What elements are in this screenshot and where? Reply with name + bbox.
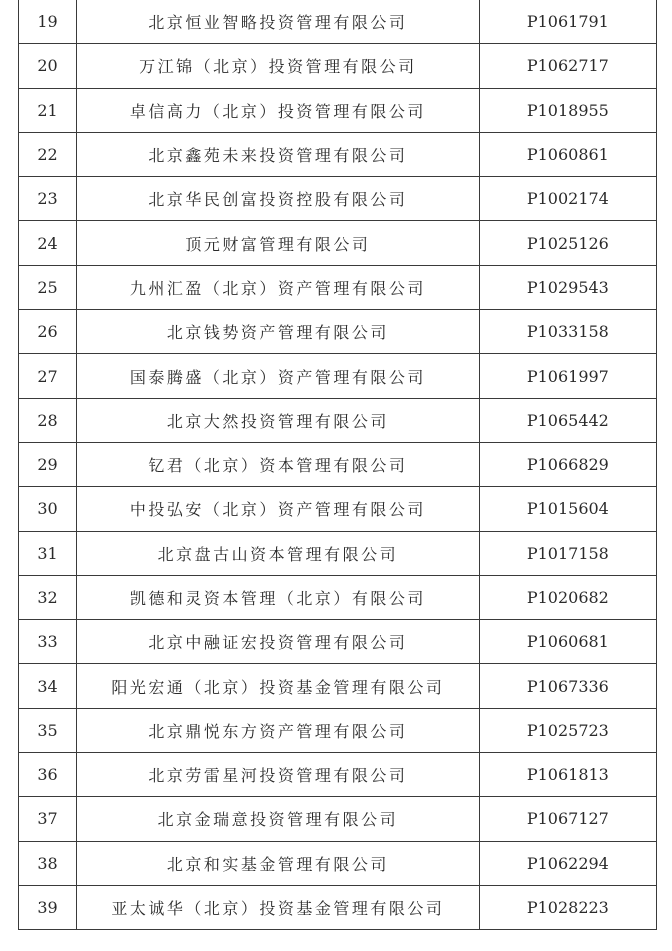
- row-number-cell: 38: [19, 841, 77, 885]
- row-number-cell: 32: [19, 575, 77, 619]
- row-number-cell: 30: [19, 487, 77, 531]
- registration-code-cell: P1060681: [479, 620, 656, 664]
- company-name-cell: 国泰腾盛（北京）资产管理有限公司: [77, 354, 480, 398]
- company-name-cell: 北京和实基金管理有限公司: [77, 841, 480, 885]
- table-row: [19, 0, 657, 44]
- registration-code-cell: P1020682: [479, 575, 656, 619]
- table-row: [19, 221, 657, 265]
- registration-code-cell: P1061813: [479, 753, 656, 797]
- registration-code-cell: P1065442: [479, 398, 656, 442]
- row-number-cell: 25: [19, 265, 77, 309]
- company-name-cell: 北京大然投资管理有限公司: [77, 398, 480, 442]
- table-row: [19, 885, 657, 929]
- company-name-cell: 钇君（北京）资本管理有限公司: [77, 442, 480, 486]
- company-name-cell: 凯德和灵资本管理（北京）有限公司: [77, 575, 480, 619]
- company-name-cell: 北京鑫苑未来投资管理有限公司: [77, 132, 480, 176]
- table-row: [19, 664, 657, 708]
- company-name-cell: 北京鼎悦东方资产管理有限公司: [77, 708, 480, 752]
- company-name-cell: 中投弘安（北京）资产管理有限公司: [77, 487, 480, 531]
- row-number-cell: 20: [19, 44, 77, 88]
- row-number-cell: 35: [19, 708, 77, 752]
- row-number-cell: 31: [19, 531, 77, 575]
- registration-code-cell: P1067336: [479, 664, 656, 708]
- registration-code-cell: P1017158: [479, 531, 656, 575]
- company-name-cell: 亚太诚华（北京）投资基金管理有限公司: [77, 885, 480, 929]
- registry-table: [18, 0, 657, 930]
- registration-code-cell: P1029543: [479, 265, 656, 309]
- table-row: [19, 132, 657, 176]
- registration-code-cell: P1015604: [479, 487, 656, 531]
- row-number-cell: 34: [19, 664, 77, 708]
- row-number-cell: 29: [19, 442, 77, 486]
- company-name-cell: 北京钱势资产管理有限公司: [77, 310, 480, 354]
- registration-code-cell: P1061791: [479, 0, 656, 44]
- table-body: [19, 0, 657, 930]
- table-row: [19, 620, 657, 664]
- row-number-cell: 28: [19, 398, 77, 442]
- table-row: [19, 531, 657, 575]
- company-name-cell: 九州汇盈（北京）资产管理有限公司: [77, 265, 480, 309]
- table-row: [19, 753, 657, 797]
- row-number-cell: 23: [19, 177, 77, 221]
- table-row: [19, 708, 657, 752]
- company-name-cell: 北京恒业智略投资管理有限公司: [77, 0, 480, 44]
- row-number-cell: 27: [19, 354, 77, 398]
- table-row: [19, 841, 657, 885]
- table-row: [19, 487, 657, 531]
- row-number-cell: 24: [19, 221, 77, 265]
- company-name-cell: 顶元财富管理有限公司: [77, 221, 480, 265]
- row-number-cell: 19: [19, 0, 77, 44]
- company-name-cell: 北京中融证宏投资管理有限公司: [77, 620, 480, 664]
- row-number-cell: 36: [19, 753, 77, 797]
- table-row: [19, 177, 657, 221]
- table-row: [19, 398, 657, 442]
- registration-code-cell: P1028223: [479, 885, 656, 929]
- company-name-cell: 北京华民创富投资控股有限公司: [77, 177, 480, 221]
- company-name-cell: 卓信高力（北京）投资管理有限公司: [77, 88, 480, 132]
- company-name-cell: 万江锦（北京）投资管理有限公司: [77, 44, 480, 88]
- table-row: [19, 575, 657, 619]
- registration-code-cell: P1066829: [479, 442, 656, 486]
- registration-code-cell: P1033158: [479, 310, 656, 354]
- company-name-cell: 北京金瑞意投资管理有限公司: [77, 797, 480, 841]
- registration-code-cell: P1025126: [479, 221, 656, 265]
- table-row: [19, 797, 657, 841]
- registration-code-cell: P1002174: [479, 177, 656, 221]
- table-row: [19, 354, 657, 398]
- table-row: [19, 88, 657, 132]
- row-number-cell: 39: [19, 885, 77, 929]
- registration-code-cell: P1067127: [479, 797, 656, 841]
- table-row: [19, 265, 657, 309]
- registration-code-cell: P1061997: [479, 354, 656, 398]
- table-row: [19, 310, 657, 354]
- registration-code-cell: P1062294: [479, 841, 656, 885]
- registration-code-cell: P1018955: [479, 88, 656, 132]
- table-row: [19, 44, 657, 88]
- row-number-cell: 33: [19, 620, 77, 664]
- company-name-cell: 阳光宏通（北京）投资基金管理有限公司: [77, 664, 480, 708]
- company-name-cell: 北京盘古山资本管理有限公司: [77, 531, 480, 575]
- registration-code-cell: P1060861: [479, 132, 656, 176]
- row-number-cell: 21: [19, 88, 77, 132]
- table-row: [19, 442, 657, 486]
- row-number-cell: 26: [19, 310, 77, 354]
- registration-code-cell: P1025723: [479, 708, 656, 752]
- registration-code-cell: P1062717: [479, 44, 656, 88]
- row-number-cell: 37: [19, 797, 77, 841]
- company-name-cell: 北京劳雷星河投资管理有限公司: [77, 753, 480, 797]
- row-number-cell: 22: [19, 132, 77, 176]
